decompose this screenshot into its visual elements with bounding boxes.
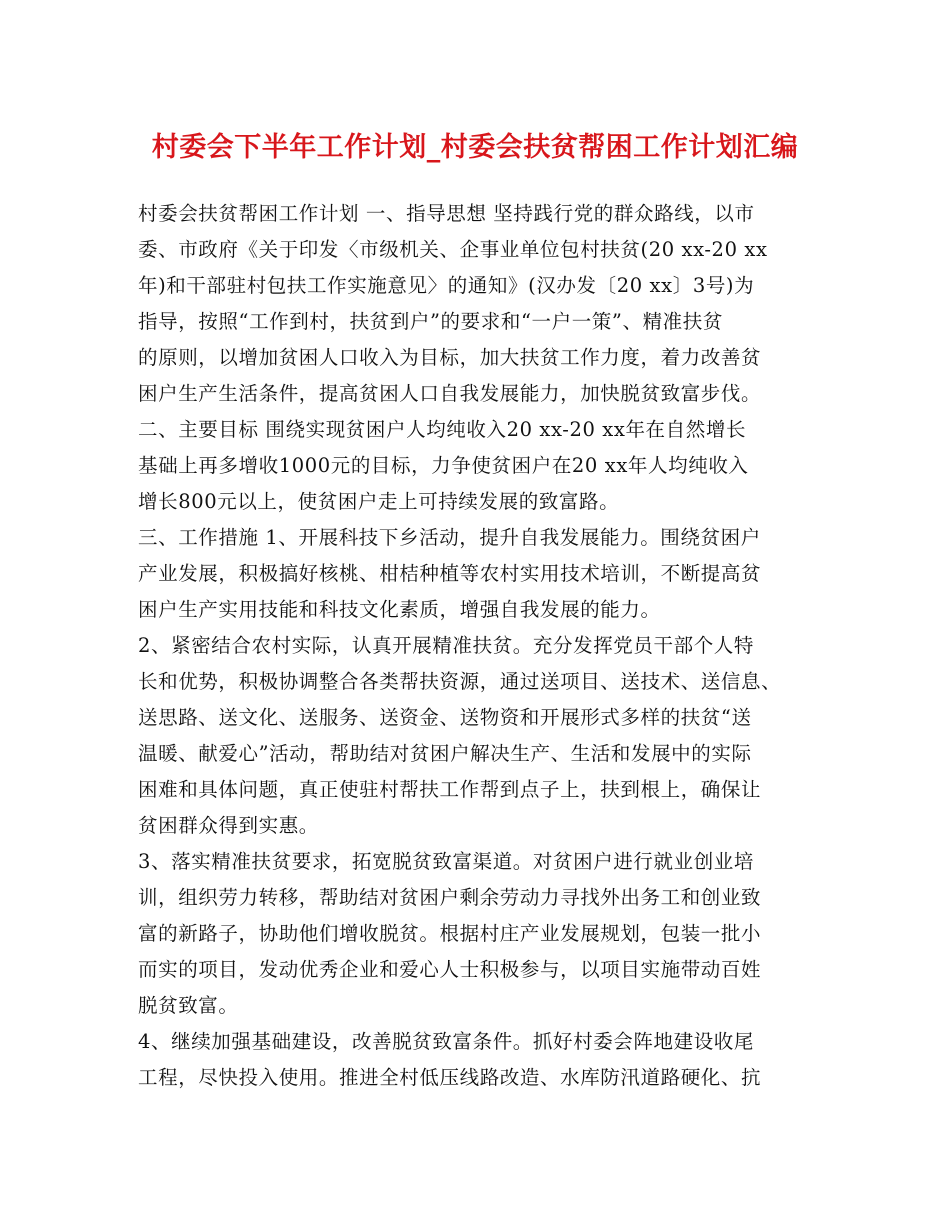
body-line: 3、落实精准扶贫要求，拓宽脱贫致富渠道。对贫困户进行就业创业培 <box>138 850 755 873</box>
body-line: 村委会扶贫帮困工作计划 一、指导思想 坚持践行党的群众路线，以市 <box>138 202 755 225</box>
body-line: 困户生产生活条件，提高贫困人口自我发展能力，加快脱贫致富步伐。 <box>138 382 762 405</box>
body-line: 富的新路子，协助他们增收脱贫。根据村庄产业发展规划，包装一批小 <box>138 922 762 945</box>
body-line: 困难和具体问题，真正使驻村帮扶工作帮到点子上，扶到根上，确保让 <box>138 778 762 801</box>
body-line: 工程，尽快投入使用。推进全村低压线路改造、水库防汛道路硬化、抗 <box>138 1066 762 1089</box>
body-line: 送思路、送文化、送服务、送资金、送物资和开展形式多样的扶贫“送 <box>138 706 752 729</box>
body-line: 而实的项目，发动优秀企业和爱心人士积极参与，以项目实施带动百姓 <box>138 958 762 981</box>
body-line: 产业发展，积极搞好核桃、柑桔种植等农村实用技术培训，不断提高贫 <box>138 562 762 585</box>
body-line: 困户生产实用技能和科技文化素质，增强自我发展的能力。 <box>138 598 661 621</box>
body-line: 脱贫致富。 <box>138 994 239 1017</box>
body-line: 基础上再多增收1000元的目标，力争使贫困户在20 xx年人均纯收入 <box>138 454 749 477</box>
body-line: 三、工作措施 1、开展科技下乡活动，提升自我发展能力。围绕贫困户 <box>138 526 761 549</box>
body-line: 贫困群众得到实惠。 <box>138 814 319 837</box>
body-line: 训，组织劳力转移，帮助结对贫困户剩余劳动力寻找外出务工和创业致 <box>138 886 762 909</box>
body-line: 的原则，以增加贫困人口收入为目标，加大扶贫工作力度，着力改善贫 <box>138 346 762 369</box>
body-line: 委、市政府《关于印发〈市级机关、企事业单位包村扶贫(20 xx-20 xx <box>138 238 768 261</box>
body-line: 温暖、献爱心”活动，帮助结对贫困户解决生产、生活和发展中的实际 <box>138 742 752 765</box>
body-line: 2、紧密结合农村实际，认真开展精准扶贫。充分发挥党员干部个人特 <box>138 634 755 657</box>
document-title: 村委会下半年工作计划_村委会扶贫帮困工作计划汇编 <box>151 132 799 163</box>
body-line: 4、继续加强基础建设，改善脱贫致富条件。抓好村委会阵地建设收尾 <box>138 1030 755 1053</box>
body-line: 指导，按照“工作到村，扶贫到户”的要求和“一户一策”、精准扶贫 <box>138 310 723 333</box>
document-body <box>138 196 828 1096</box>
body-line: 增长800元以上，使贫困户走上可持续发展的致富路。 <box>138 490 620 513</box>
body-line: 二、主要目标 围绕实现贫困户人均纯收入20 xx-20 xx年在自然增长 <box>138 418 747 441</box>
body-line: 年)和干部驻村包扶工作实施意见〉的通知》(汉办发〔20 xx〕3号)为 <box>138 274 755 297</box>
body-line: 长和优势，积极协调整合各类帮扶资源，通过送项目、送技术、送信息、 <box>138 670 782 693</box>
